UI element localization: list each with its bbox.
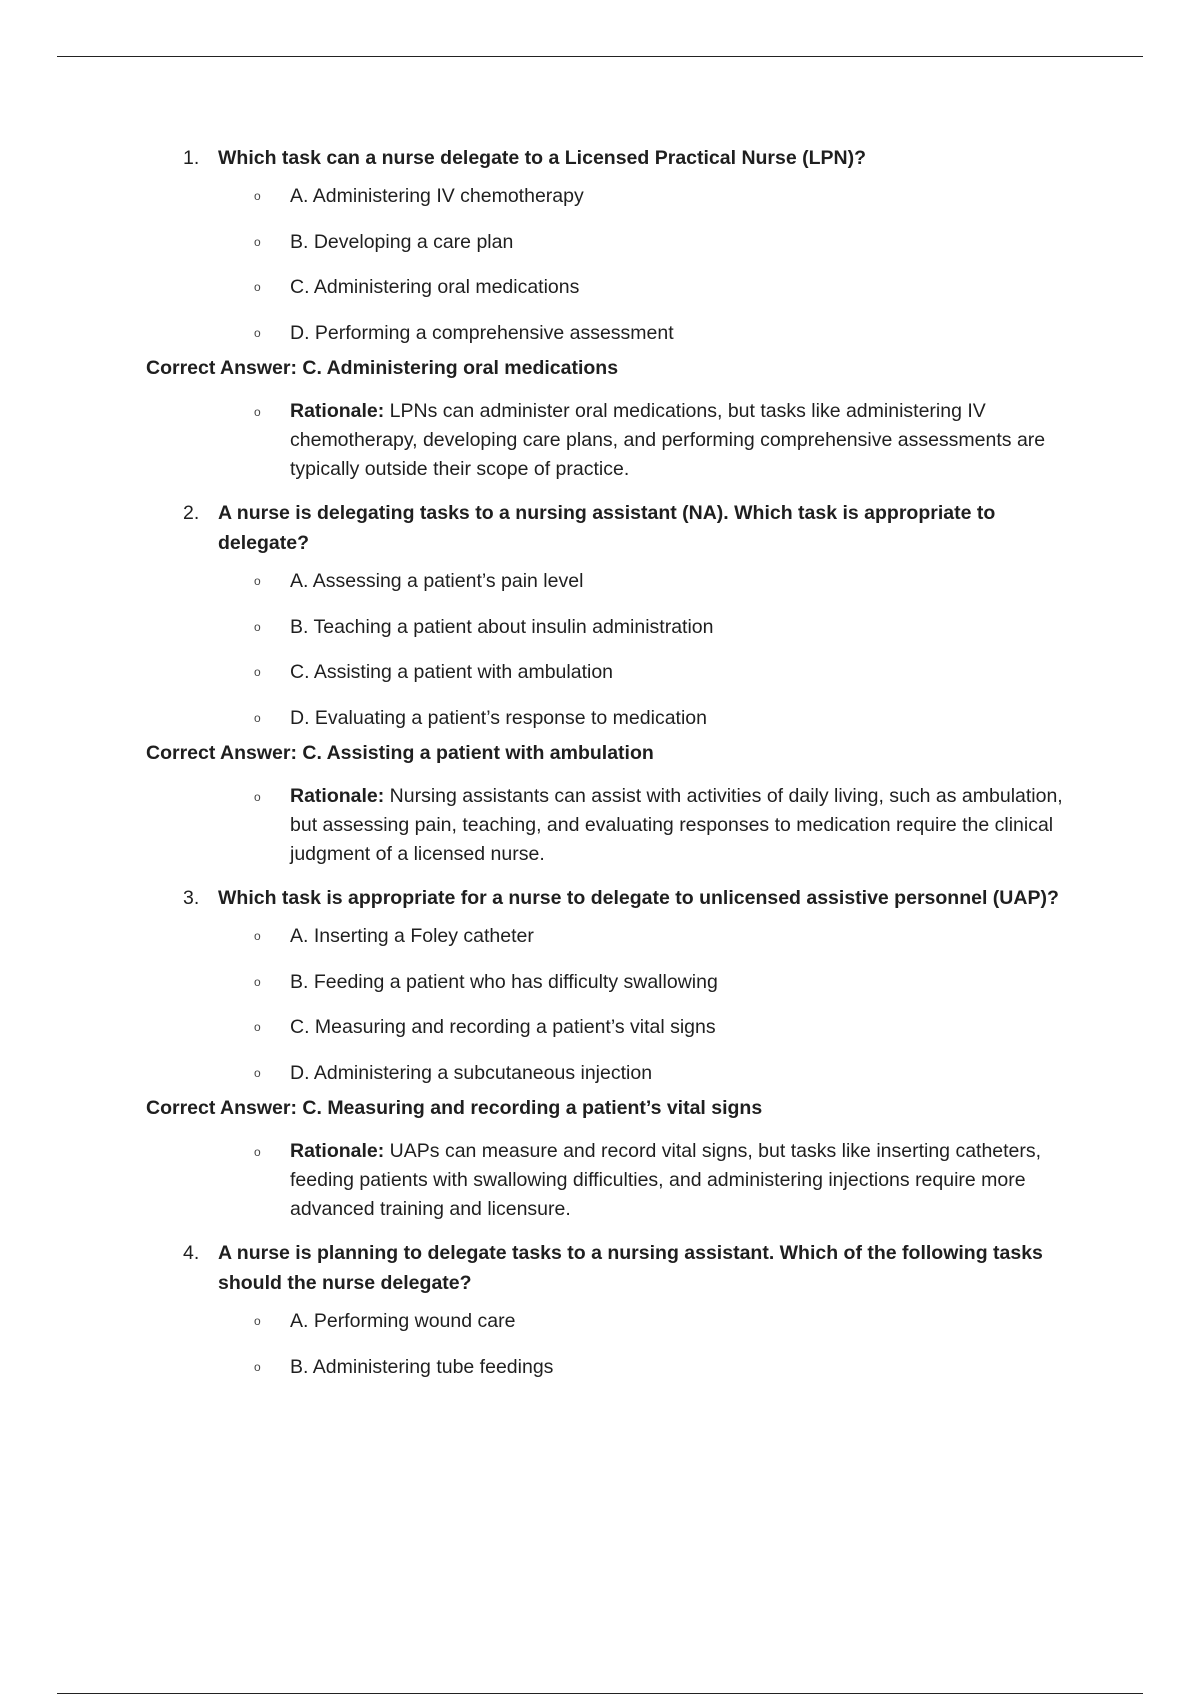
option-text: C. Assisting a patient with ambulation	[290, 661, 614, 683]
circle-bullet-icon: o	[254, 665, 261, 679]
option-c	[254, 1012, 1090, 1042]
option-a	[254, 1306, 1090, 1336]
option-d	[254, 318, 1090, 348]
circle-bullet-icon: o	[254, 574, 261, 588]
option-c	[254, 657, 1090, 687]
circle-bullet-icon: o	[254, 405, 261, 419]
question-heading	[183, 143, 1090, 173]
rationale-text: UAPs can measure and record vital signs, but tasks like inserting catheters, feeding patients with swallowing difficulties, and administering injections require more advanced training and licensure.	[290, 1140, 1042, 1220]
circle-bullet-icon: o	[254, 189, 261, 203]
question-heading	[183, 498, 1090, 558]
question-3	[0, 883, 1200, 1224]
option-text: A. Inserting a Foley catheter	[290, 925, 534, 947]
option-d	[254, 703, 1090, 733]
question-2	[0, 498, 1200, 869]
circle-bullet-icon: o	[254, 1020, 261, 1034]
option-b	[254, 1352, 1090, 1382]
circle-bullet-icon: o	[254, 929, 261, 943]
question-1	[0, 143, 1200, 484]
circle-bullet-icon: o	[254, 280, 261, 294]
option-text: D. Performing a comprehensive assessment	[290, 321, 674, 344]
option-text: B. Developing a care plan	[290, 230, 514, 253]
option-c	[254, 272, 1090, 302]
correct-answer: Correct Answer: C. Measuring and recording a patient’s vital signs	[146, 1097, 763, 1119]
option-text: A. Performing wound care	[290, 1310, 516, 1332]
option-text: C. Measuring and recording a patient’s vital signs	[290, 1016, 716, 1038]
option-list	[0, 1306, 1200, 1382]
option-a	[254, 181, 1090, 211]
option-a	[254, 566, 1090, 596]
question-4	[0, 1238, 1200, 1382]
circle-bullet-icon: o	[254, 1145, 261, 1159]
circle-bullet-icon: o	[254, 1314, 261, 1328]
option-text: D. Evaluating a patient’s response to medication	[290, 706, 707, 729]
circle-bullet-icon: o	[254, 790, 261, 804]
circle-bullet-icon: o	[254, 1359, 261, 1374]
option-d	[254, 1058, 1090, 1088]
rationale-text: LPNs can administer oral medications, but tasks like administering IV chemotherapy, developing care plans, and performing comprehensive assessments are typically outside their scope of practice.	[290, 400, 1046, 480]
question-text: Which task is appropriate for a nurse to delegate to unlicensed assistive personnel (UAP)?	[218, 887, 1059, 909]
rationale-body	[290, 782, 1090, 869]
option-text: D. Administering a subcutaneous injection	[290, 1061, 653, 1084]
option-text: A. Administering IV chemotherapy	[290, 185, 584, 207]
question-number: 2.	[183, 502, 200, 524]
option-list	[0, 566, 1200, 733]
option-text: B. Administering tube feedings	[290, 1355, 554, 1378]
correct-answer: Correct Answer: C. Assisting a patient with ambulation	[146, 742, 654, 764]
header-rule	[57, 56, 1143, 57]
option-a	[254, 921, 1090, 951]
question-number: 3.	[183, 887, 200, 909]
footer-rule	[57, 1693, 1143, 1694]
question-number: 1.	[183, 147, 200, 169]
circle-bullet-icon: o	[254, 974, 261, 989]
rationale	[254, 1137, 1090, 1224]
question-text: A nurse is delegating tasks to a nursing assistant (NA). Which task is appropriate to delegate?	[218, 502, 996, 554]
option-list	[0, 181, 1200, 348]
rationale-body	[290, 397, 1090, 484]
circle-bullet-icon: o	[254, 619, 261, 634]
circle-bullet-icon: o	[254, 710, 261, 725]
option-text: B. Teaching a patient about insulin administration	[290, 615, 714, 638]
rationale-label: Rationale:	[290, 785, 385, 807]
option-text: C. Administering oral medications	[290, 276, 580, 298]
rationale	[254, 397, 1090, 484]
circle-bullet-icon: o	[254, 1065, 261, 1080]
option-b	[254, 967, 1090, 997]
circle-bullet-icon: o	[254, 325, 261, 340]
rationale-label: Rationale:	[290, 400, 385, 422]
question-number: 4.	[183, 1242, 200, 1264]
rationale-text: Nursing assistants can assist with activities of daily living, such as ambulation, but assessing pain, teaching, and evaluating responses to medication require the clinical judgment of a licensed nurse.	[290, 785, 1063, 865]
option-b	[254, 612, 1090, 642]
circle-bullet-icon: o	[254, 234, 261, 249]
question-heading	[183, 883, 1090, 913]
question-text: A nurse is planning to delegate tasks to a nursing assistant. Which of the following tasks should the nurse delegate?	[218, 1242, 1043, 1294]
option-b	[254, 227, 1090, 257]
question-text: Which task can a nurse delegate to a Licensed Practical Nurse (LPN)?	[218, 147, 867, 169]
rationale-body	[290, 1137, 1090, 1224]
correct-answer: Correct Answer: C. Administering oral medications	[146, 357, 619, 379]
option-list	[0, 921, 1200, 1088]
option-text: A. Assessing a patient’s pain level	[290, 570, 584, 592]
question-heading	[183, 1238, 1090, 1298]
option-text: B. Feeding a patient who has difficulty swallowing	[290, 970, 718, 993]
rationale	[254, 782, 1090, 869]
rationale-label: Rationale:	[290, 1140, 385, 1162]
document-page	[0, 143, 1200, 1397]
